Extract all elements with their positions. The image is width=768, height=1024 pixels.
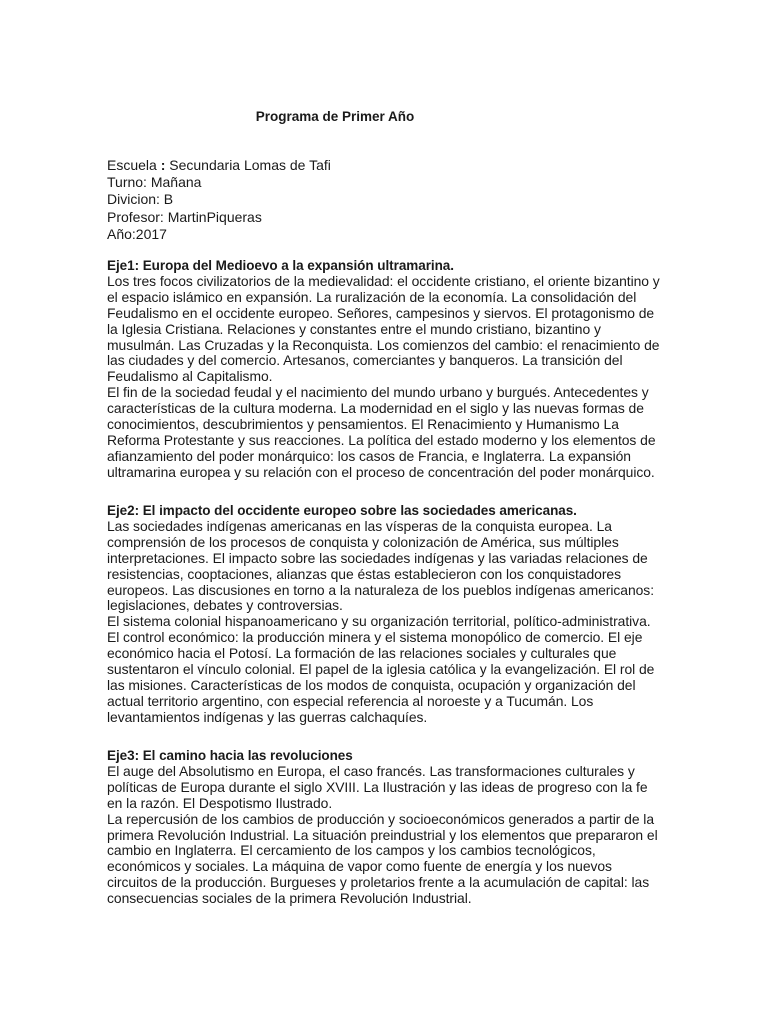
- section-heading: Eje1: Europa del Medioevo a la expansión ultramarina.: [107, 258, 454, 273]
- section-paragraph: El sistema colonial hispanoamericano y su organización territorial, político-administrativa. El control económico: la producción minera y el sistema monopólico de comercio. El eje económico hacia el Potosí. La formación de las relaciones sociales y culturales que sustentaron el vínculo colonial. El papel de la iglesia católica y la evangelización. El rol de las misiones. Características de los modos de conquista, ocupación y organización del actual territorio argentino, con especial referencia al noroeste y a Tucumán. Los levantamientos indígenas y las guerras calchaquíes.: [107, 613, 655, 725]
- school-line: [107, 157, 667, 174]
- section-paragraph: El auge del Absolutismo en Europa, el caso francés. Las transformaciones culturales y políticas de Europa durante el siglo XVIII. La Ilustración y las ideas de progreso con la fe en la razón. El Despotismo Ilustrado.: [107, 762, 648, 811]
- school-info-block: [107, 157, 667, 243]
- shift-line: Turno: Mañana: [107, 174, 202, 191]
- school-value: Secundaria Lomas de Tafi: [169, 157, 331, 173]
- document-title: Programa de Primer Año: [255, 109, 415, 124]
- section-eje1: [107, 258, 663, 481]
- section-heading: Eje3: El camino hacia las revoluciones: [107, 748, 353, 763]
- section-eje3: [107, 748, 663, 907]
- teacher-line: Profesor: MartinPiqueras: [107, 208, 262, 225]
- section-paragraph: Las sociedades indígenas americanas en las vísperas de la conquista europea. La comprensión de los procesos de conquista y colonización de América, sus múltiples interpretaciones. El impacto sobre las sociedades indígenas y las variadas relaciones de resistencias, cooptaciones, alianzas que éstas establecieron con los conquistadores europeos. Las discusiones en torno a la naturaleza de los pueblos indígenas americanos: legislaciones, debates y controversias.: [107, 517, 655, 614]
- section-paragraph: El fin de la sociedad feudal y el nacimiento del mundo urbano y burgués. Antecedentes y características de la cultura moderna. La modernidad en el siglo y las nuevas formas de conocimientos, descubrimientos y pensamientos. El Renacimiento y Humanismo La Reforma Protestante y sus reacciones. La política del estado moderno y los elementos de afianzamiento del poder monárquico: los casos de Francia, e Inglaterra. La expansión ultramarina europea y su relación con el proceso de concentración del poder monárquico.: [107, 384, 656, 480]
- school-colon: :: [156, 157, 170, 173]
- school-label: Escuela: [107, 157, 157, 173]
- section-eje2: [107, 503, 663, 726]
- section-heading: Eje2: El impacto del occidente europeo sobre las sociedades americanas.: [107, 503, 577, 518]
- year-line: Año:2017: [107, 225, 167, 242]
- section-paragraph: Los tres focos civilizatorios de la medievalidad: el occidente cristiano, el oriente bizantino y el espacio islámico en expansión. La ruralización de la economía. La consolidación del Feudalismo en el occidente europeo. Señores, campesinos y siervos. El protagonismo de la Iglesia Cristiana. Relaciones y constantes entre el mundo cristiano, bizantino y musulmán. Las Cruzadas y la Reconquista. Los comienzos del cambio: el renacimiento de las ciudades y del comercio. Artesanos, comerciantes y banqueros. La transición del Feudalismo al Capitalismo.: [107, 272, 660, 385]
- section-paragraph: La repercusión de los cambios de producción y socioeconómicos generados a partir de la primera Revolución Industrial. La situación preindustrial y los elementos que prepararon el cambio en Inglaterra. El cercamiento de los campos y los cambios tecnológicos, económicos y sociales. La máquina de vapor como fuente de energía y los nuevos circuitos de la producción. Burgueses y proletarios frente a la acumulación de capital: las consecuencias sociales de la primera Revolución Industrial.: [107, 810, 658, 907]
- division-line: Divicion: B: [107, 191, 174, 208]
